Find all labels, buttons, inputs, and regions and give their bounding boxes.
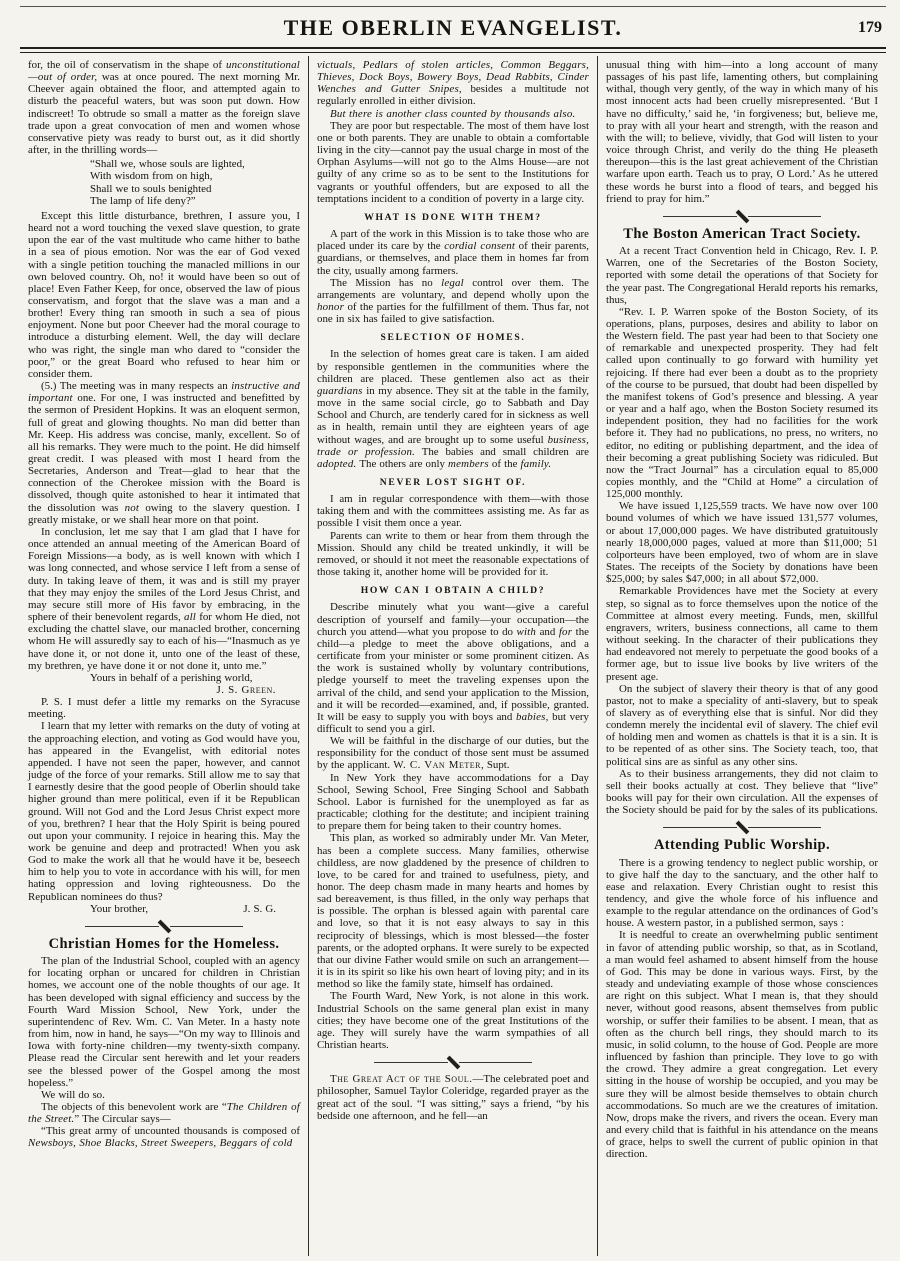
body-paragraph: We have issued 1,125,559 tracts. We have now over 100 bound volumes of which we have issued 131,577 volumes, or about 17,000,000 pages. We have distributed gratuitously nearly 18,000,000 pages, valued at more than $11,000; 51 colporteurs have been employed, two of whom are in slave States. The receipts of the Society by donations have been $25,000; by sales $47,000; in all about $72,000.	[606, 500, 878, 586]
body-paragraph: It is needful to create an overwhelming public sentiment in favor of attending public worship, so that, as in Scotland, a man would feel ashamed to absent himself from the house of God. This may be done in various ways. First, by the steady and undeviating example of those whose consciences are right on this subject. What I mean is, that they should never, without good reasons, absent themselves from public worship, or suffer their families to be absent. I mean, that as often as the church bell rings, they should march to its music, in solid column, to the house of God. People are more influenced by fashion than principle. They love to go with the crowd. They admire a great congregation. Let every sitting in the house of worship be occupied, and you may be sure they will be almost beside themselves to obtain church accommodations. So much are we the creatures of imitation. Now, drops make the rivers, and rivers the ocean. Every man and every child that is faithful in his attendance on the means of grace, helps to swell the current of public opinion in that direction.	[606, 929, 878, 1161]
body-paragraph: I learn that my letter with remarks on the duty of voting at the approaching election, and voting as God would have you, has appeared in the Evangelist, with editorial notes appended. I have not seen the paper, however, and cannot judge of the force of your remarks. Still allow me to say that I earnestly desire that the good people of Oberlin should take higher ground than mere political, even if it be Republican ground. Will not God and the Lord Jesus Christ expect more of you, brethren? I hear that the Holy Spirit is being poured out upon your community. I rejoice in hearing this. May the work be genuine and deep and protracted! When you ask God to make the work all that he would have it be, beseech him to help you to vote in accordance with his will, for men hating oppression and loving righteousness. Do the Republican nominees do thus?	[28, 720, 300, 903]
body-paragraph: In the selection of homes great care is taken. I am aided by responsible gentlemen in the communities where the children are placed. These gentlemen also act as their guardians in my absence. They sit at the table in the family, move in the same social circle, go to Sabbath and Day School and Church, are tenderly cared for in sickness as well as in health, remain until they are eighteen years of age without wages, and are brought up to some useful business, trade or profession. The babies and small children are adopted. The others are only members of the family.	[317, 348, 589, 470]
hymn-verse	[90, 158, 300, 207]
section-subhead: HOW CAN I OBTAIN A CHILD?	[360, 585, 546, 597]
body-paragraph: On the subject of slavery their theory is that of any good pastor, not to make a speciality of anti-slavery, but to speak of slavery as of everything else that is sinful. Nor did they condemn merely the incidental evil of slavery. The chief evil of holding men and women as chattels is that it is a sin. It is to be repented of as other sins. The Society teach, too, that political sins are as sinful as any other sins.	[606, 682, 878, 768]
body-paragraph: We will be faithful in the discharge of our duties, but the responsibility for the conduct of those sent must be assumed by the applicant. W. C. Van Meter, Supt.	[317, 735, 589, 772]
body-paragraph: We will do so.	[41, 1088, 105, 1101]
section-divider	[374, 1058, 532, 1067]
column-3	[597, 56, 886, 1256]
body-paragraph: As to their business arrangements, they did not claim to sell their books actually at cost. They believe that “live” books will pay for their own circulation. All the expenses of the Society should be paid for by the sales of its publications.	[606, 767, 878, 817]
body-paragraph: The Great Act of the Soul.—The celebrated poet and philosopher, Samuel Taylor Coleridge, regarded prayer as the great act of the soul. “I was sitting,” says a friend, “by his bedside one afternoon, and he fell—an	[317, 1073, 590, 1122]
signature-line: Yours in behalf of a perishing world,	[90, 671, 253, 684]
divider-line	[748, 216, 821, 217]
section-subhead: WHAT IS DONE WITH THEM?	[364, 211, 542, 223]
verse-line: The lamp of life deny?”	[90, 194, 196, 207]
body-paragraph: for, the oil of conservatism in the shape of unconstitutional—out of order, was at once poured. The next morning Mr. Cheever again obtained the floor, and attempted again to disturb the peaceful waters, but was soon put down. How indiscreet! To obtrude so small a matter as the foreign slave trade upon a great convocation of men and women whose conservative piety was ready to burst out, as it did shortly after, in the thrilling words—	[28, 59, 300, 157]
page-number: 179	[858, 19, 882, 36]
divider-line	[663, 827, 736, 828]
section-divider	[663, 212, 821, 221]
body-paragraph: In conclusion, let me say that I am glad that I have for once attended an annual meeting of the American Board of Foreign Missions—a body, as is well known with which I was long connected, and whose service I left from a sense of duty. In taking leave of them, it was and is still my prayer that they may enjoy the smiles of the Lord Jesus Christ, and may secure still more of His favor by embracing, in the sphere of their benevolent regards, all for whom He died, not excluding the chattel slave, our manacled brother, concerning whom He will assuredly say to each of his—“Inasmuch as ye have done it, or not done it, unto one of the least of these, my brethren, ye have done it or not done it, unto me.”	[28, 525, 300, 672]
article-heading: Christian Homes for the Homeless.	[48, 935, 280, 952]
top-rule	[20, 6, 886, 7]
divider-line	[663, 216, 736, 217]
body-paragraph: P. S. I must defer a little my remarks on the Syracuse meeting.	[28, 696, 300, 721]
verse-line: Shall we to souls benighted	[90, 182, 212, 195]
body-paragraph: victuals, Pedlars of stolen articles, Common Beggars, Thieves, Dock Boys, Bowery Boys, Dead Rabbits, Cinder Wenches and Gutter Snipes, besides a multitude not regularly enrolled in either division.	[317, 59, 590, 108]
signature-right: J. S. G.	[243, 902, 276, 915]
section-divider	[663, 823, 821, 832]
body-paragraph: The Fourth Ward, New York, is not alone in this work. Industrial Schools on the same general plan exist in many cities; they have become one of the great Institutions of the age. They will surely have the warm sympathies of all Christian hearts.	[317, 990, 589, 1052]
body-paragraph: There is a growing tendency to neglect public worship, or to give half the day to the sanctuary, and the other half to ease and relaxation. Every Christian ought to resist this tendency, and give the whole force of his influence and example to the regular attendance on the ordinances of God’s house. A western pastor, in a published sermon, says :	[606, 856, 878, 930]
article-heading: Attending Public Worship.	[653, 837, 831, 854]
body-paragraph: This plan, as worked so admirably under Mr. Van Meter, has been a complete success. Many families, otherwise childless, are now gladdened by the presence of children to love, to be cared for and trained to usefulness, piety, and honor. The deep chasm made in many hearts and homes by sad bereavement, is thus filled, in the only way perhaps that is possible. The orphan is blessed again with parental care and love, so that it is not easy always to say in this reciprocity of blessings, which is most blessed—the foster parents, or the adopted orphans. It were surely to be expected that our divine Father would smile on such an arrangement—it is in its spirit so like his own heart of loving pity; and in its method so like the family state, himself has ordained.	[317, 832, 589, 991]
divider-line	[170, 926, 243, 927]
small-caps-name: The Great Act of the Soul.	[330, 1073, 473, 1086]
verse-line: With wisdom from on high,	[90, 170, 213, 183]
signature-name	[28, 684, 300, 696]
body-paragraph: But there is another class counted by thousands also.	[330, 107, 576, 120]
divider-line	[85, 926, 158, 927]
section-divider	[85, 922, 243, 931]
signature-row	[28, 903, 300, 915]
column-1	[20, 56, 308, 1256]
small-caps-name: J. S. Green.	[216, 683, 276, 696]
article-heading: The Boston American Tract Society.	[623, 225, 861, 242]
column-2	[308, 56, 597, 1256]
body-paragraph: unusual thing with him—into a long account of many passages of his past life, lamenting others, but complaining withal, though very gently, of the way in which many of his most innocent acts had been cruelly misrepresented. ‘But I have no difficulty,’ said he, ‘in forgiveness; but, believe me, to pray with all your heart and strength, with the reason and with the will; to believe, vividly, that God will listen to your voice through Christ, and verily do the thing He pleaseth thereupon—this is the last great achievement of the Christian warfare upon earth. Teach us to pray, O Lord.’ As he uttered these words he burst into a flood of tears, and begged his friend to pray for him.”	[606, 59, 878, 205]
verse-line: “Shall we, whose souls are lighted,	[90, 158, 245, 171]
body-paragraph: I am in regular correspondence with them—with those taking them and with the committees assisting me. As far as possible I visit them once a year.	[317, 493, 589, 530]
body-paragraph: They are poor but respectable. The most of them have lost one or both parents. They are unable to obtain a comfortable living in the city—cannot pay the usual charge in most of the Orphan Asylums—will not go to the Alms House—are not guilty of any crime so as to be sent to the Institutions for vagrants or youthful offenders, but are exposed to all the temptations incident to a condition of poverty in a large city.	[317, 119, 589, 205]
divider-line	[459, 1062, 532, 1063]
body-paragraph: Except this little disturbance, brethren, I assure you, I heard not a word touching the vexed slave question, to grate upon the ear of the vast multitude who came hither to bathe in a sea of pious emotion. Nor was the ear of God vexed with a single petition touching the manacled millions in our own beloved country. Oh, no! it would have been so out of place! Even Father Keep, for once, observed the law of pious conservatism, and forgot that the slave was a man and a brother! Every thing ran smooth in such a sea of pious enjoyment. None but poor Cheever had the moral courage to introduce a disturbing element. Well, the day will declare who was right, the single man who dared to “consider the poor,” or the great Board who refused to hear him or consider them.	[28, 209, 300, 380]
page-title: THE OBERLIN EVANGELIST.	[283, 15, 623, 40]
section-subhead: SELECTION OF HOMES.	[380, 332, 526, 344]
masthead-rule	[20, 47, 886, 53]
divider-line	[748, 827, 821, 828]
body-paragraph: Parents can write to them or hear from them through the Mission. Should any child be treated unkindly, it will be removed, or should it not meet the reasonable expectations of those taking it, another home will be provided for it.	[317, 529, 589, 579]
body-paragraph: The plan of the Industrial School, coupled with an agency for locating orphan or uncared for children in Christian homes, we account one of the noble thoughts of our age. It has been developed with signal efficiency and success by the Fourth Ward Mission School, New York, under the superintendenc of Rev. Wm. C. Van Meter. In a hasty note from him, now in hand, he says—“On my way to Illinois and Iowa with forty-nine children—my twenty-sixth company. Please read the Circular sent herewith and let your readers see the blessed power of the Gospel among the most hopeless.”	[28, 955, 300, 1089]
body-paragraph: Describe minutely what you want—give a careful description of yourself and family—your occupation—the church you attend—what you propose to do with and for the child—a pledge to meet the above obligations, and a certificate from your minister or some prominent citizen. As the work is sustained wholly by voluntary contributions, pledge yourself to meet the traveling expenses upon the arrival of the child, and send your application to the Mission, and it will be recorded—examined, and, if possible, granted. It will be easy to supply you with boys and babies, but very difficult to send you a girl.	[317, 601, 590, 735]
section-subhead: NEVER LOST SIGHT OF.	[379, 477, 527, 488]
signature-left: Your brother,	[90, 902, 149, 915]
body-paragraph: The objects of this benevolent work are “The Children of the Street.” The Circular says—	[28, 1100, 300, 1126]
body-paragraph: A part of the work in this Mission is to take those who are placed under its care by the cordial consent of their parents, guardians, or themselves, and place them in homes far from the city, usually among farmers.	[317, 228, 589, 277]
body-paragraph: At a recent Tract Convention held in Chicago, Rev. I. P. Warren, one of the Secretaries of the Boston Society, reported with some detail the operations of that Society for the year past. The Congregational Herald reports his remarks, thus,	[606, 245, 878, 306]
body-paragraph: Remarkable Providences have met the Society at every step, so signal as to force themselves upon the notice of the Committee at almost every meeting. Funds, men, skillful engravers, writers, business connections, all came to them without seeking. In the character of their publications they had endeavored not merely to perpetuate the good books of a former age, but to issue live books by live writers of the present age.	[606, 585, 878, 683]
body-paragraph: In New York they have accommodations for a Day School, Sewing School, Free Singing School and Sabbath School. Labor is furnished for the unemployed as far as practicable; clothing for the destitute; and incipient training to prepare them for being taken to their country homes.	[317, 771, 589, 833]
body-paragraph: “Rev. I. P. Warren spoke of the Boston Society, of its operations, plans, purposes, desires and ability to labor on the Western field. The past year had been to that Society one of remarkable and unexpected prosperity. They had felt called upon continually to go forward with humility yet rejoicing. If there had ever been a doubt as to the propriety of the course to be pursued, that doubt had been dispelled by the manifest tokens of God’s presence and blessing. A year or year and a half ago, when the Boston Society resumed its independent position, they had no facilities for the work before it. They had no publications, no press, no writers, no editor, no editing or publishing department, and the idea of their becoming a great publishing Society was ridiculed. But now the “Tract Journal” has a circulation equal to 85,000 copies monthly, and the “Child at Home” a circulation of 125,000 monthly.	[606, 305, 878, 501]
body-paragraph: The Mission has no legal control over them. The arrangements are voluntary, and depend wholly upon the honor of the parties for the fulfillment of them. Thus far, not one in six has failed to give satisfaction.	[317, 276, 589, 326]
masthead	[20, 13, 886, 47]
small-caps-name: W. C. Van Meter	[393, 759, 481, 772]
body-paragraph: “This great army of uncounted thousands is composed of Newsboys, Shoe Blacks, Street Sweepers, Beggars of cold	[28, 1125, 300, 1150]
body-paragraph: (5.) The meeting was in many respects an instructive and important one. For one, I was instructed and benefitted by the sermon of President Hopkins. It was an eloquent sermon, full of great and glowing thoughts. No man did better than Mr. Keep. His address was concise, manly, excellent. So of all his remarks. They were much to the point. He did himself great credit. I was pleased with most I heard from the Secretaries, Anderson and Treat—glad to hear that the connection of the Cherokee mission with the Board is dissolved, though quite astonished to hear it intimated that the dissolution was not owing to the slavery question. I greatly mistake, or we shall hear more on that point.	[28, 380, 300, 526]
divider-line	[374, 1062, 447, 1063]
column-layout	[20, 56, 886, 1256]
